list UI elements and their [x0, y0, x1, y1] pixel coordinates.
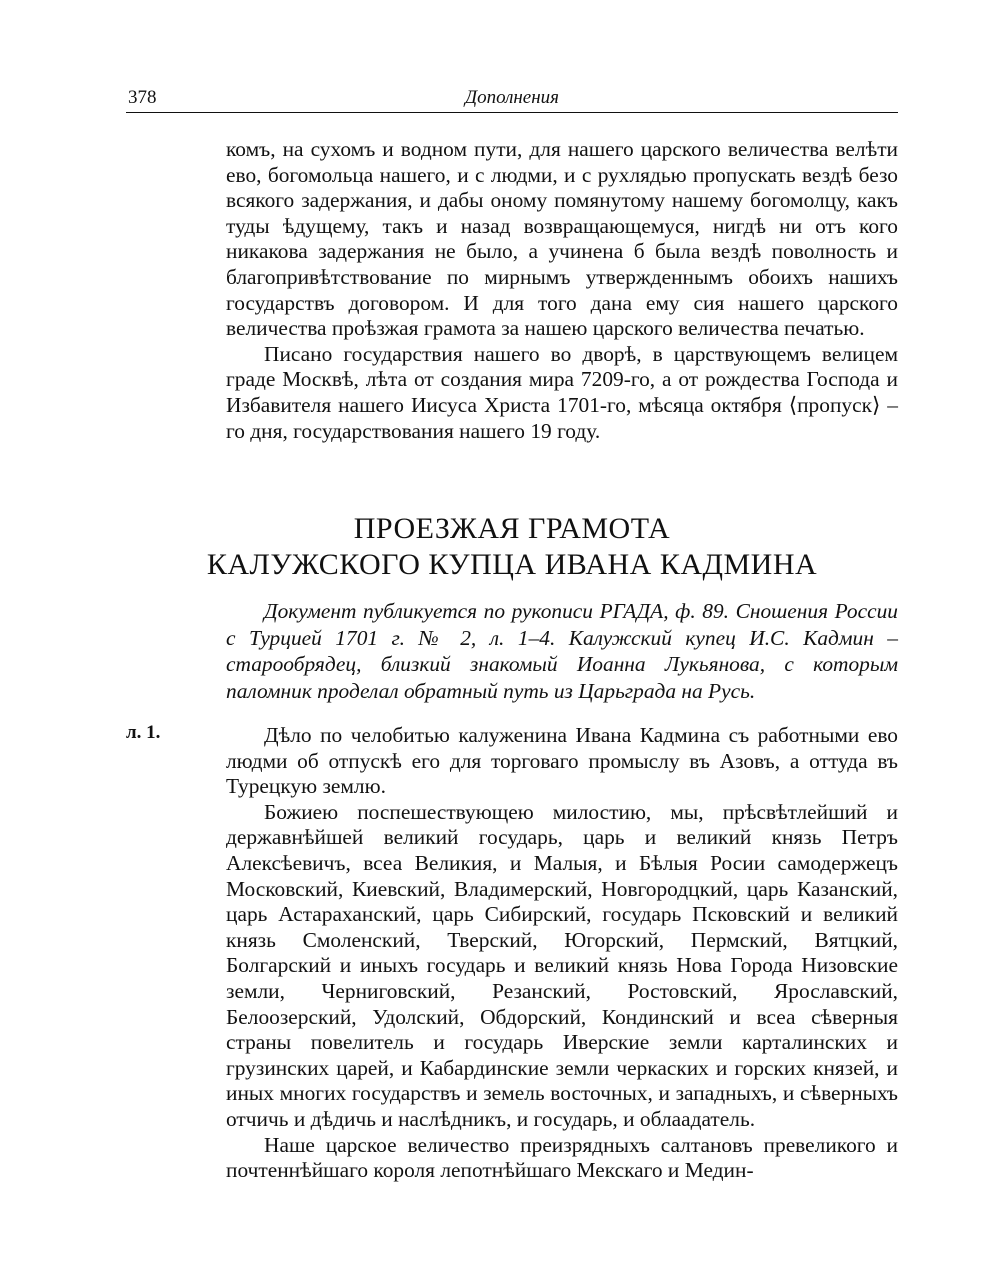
dating-paragraph: Писано государствия нашего во дворѣ, в царствующемъ велицем граде Москвѣ, лѣта от создания мира 7209-го, а от рождества Господа и Избавителя нашего Иисуса Христа 1701-го, мѣсяца октября ⟨пропуск⟩ –го дня, государствования нашего 19 году. — [226, 341, 898, 443]
running-title: Дополнения — [464, 87, 560, 108]
page-number: 378 — [128, 87, 157, 108]
folio-margin-note: л. 1. — [126, 722, 161, 743]
running-head — [126, 86, 898, 113]
document-text — [226, 723, 898, 1184]
document-paragraph: Дѣло по челобитью калуженина Ивана Кадмина съ работными ево людми об отпускѣ его для торговаго промыслу въ Азовъ, а оттуда въ Турецкую землю. — [226, 723, 898, 799]
section-title — [126, 511, 898, 583]
continued-paragraph: комъ, на сухомъ и водном пути, для нашего царского величества велѣти ево, богомольца нашего, и с людми, и с рухлядью пропускать вездѣ безо всякого задержания, и дабы оному помянутому нашему богомолцу, какъ туды ѣдущему, такъ и назад возвращающемуся, нигдѣ ни отъ кого никакова задержания не было, а учинена б была вездѣ поволность и благопривѣтствование по мирнымъ утвержденнымъ обоихъ нашихъ государствъ договором. И для того дана ему сия нашего царского величества проѣзжая грамота за нашею царского величества печатью. — [226, 137, 898, 341]
continued-text — [226, 137, 898, 444]
source-note: Документ публикуется по рукописи РГАДА, ф. 89. Сношения России с Турцией 1701 г. № 2, л. 1–4. Калужский купец И.С. Кадмин – старообрядец, близкий знакомый Иоанна Лукьянова, с которым паломник проделал обратный путь из Царьграда на Русь. — [226, 599, 898, 703]
section-title-line-1: ПРОЕЗЖАЯ ГРАМОТА — [353, 512, 671, 545]
document-paragraph: Наше царское величество преизрядныхъ салтановъ превеликого и почтеннѣйшаго короля лепотнѣйшаго Мекскаго и Медин- — [226, 1132, 898, 1183]
document-paragraph: Божиею поспешествующею милостию, мы, прѣсвѣтлейший и державнѣйшей великий государь, царь и великий князь Петръ Алексѣевичъ, всеа Великия, и Малыя, и Бѣлыя Росии самодержецъ Московский, Киевский, Владимерский, Новгородцкий, царь Казанский, царь Астараханский, царь Сибирский, государь Псковский и великий князь Смоленский, Тверский, Югорский, Пермский, Вятцкий, Болгарский и иныхъ государь и великий князь Нова Города Низовские земли, Черниговский, Резанский, Ростовский, Ярославский, Белоозерский, Удолский, Обдорский, Кондинский и всеа сѣверныя страны повелитель и государь Иверские земли карталинских и грузинских царей, и Кабардинские земли черкаских и горских князей, и иных многих государствъ и земель восточных, и западныхъ, и сѣверныхъ отчичь и дѣдичь и наслѣдникъ, и государь, и облаадатель. — [226, 799, 898, 1131]
section-title-line-2: КАЛУЖСКОГО КУПЦА ИВАНА КАДМИНА — [206, 548, 818, 581]
